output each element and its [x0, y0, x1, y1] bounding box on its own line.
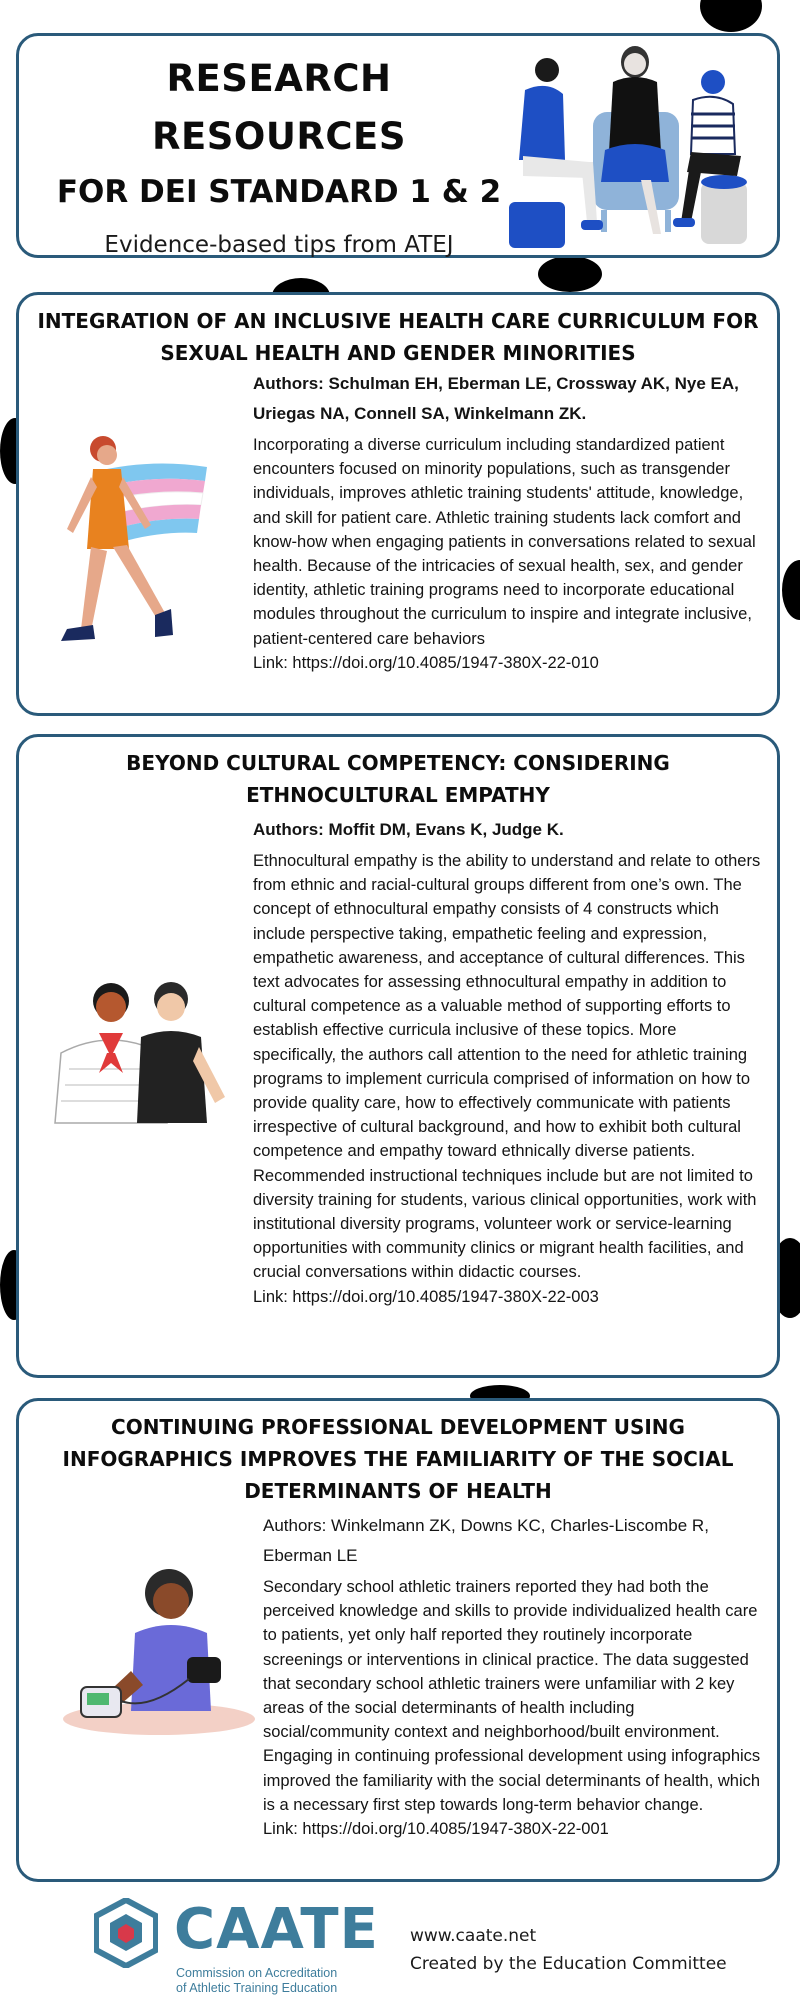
blood-pressure-check-illustration	[59, 1561, 259, 1741]
footer	[0, 1896, 800, 2000]
logo-subtitle	[176, 1966, 416, 1996]
header-title-line3: FOR DEI STANDARD 1 & 2	[56, 174, 502, 210]
article-summary: Incorporating a diverse curriculum including standardized patient encounters focused on minority populations, such as transgender individuals, improves athletic training students' attitude, knowledge, and skill for patient care. Athletic training students lack comfort and know-how when engaging patients in conversations related to sexual health. Because of the intricacies of sexual health, sex, and gender identity, athletic training programs need to incorporate educational modules throughout the curriculum to inspire and integrate inclusive, patient-centered care behaviors	[253, 436, 756, 648]
article-doi-link[interactable]: Link: https://doi.org/10.4085/1947-380X-22-001	[263, 1820, 609, 1839]
article-card	[16, 292, 780, 716]
logo-wordmark: CAATE	[174, 1897, 379, 1962]
article-authors: Authors: Moffit DM, Evans K, Judge K.	[253, 820, 564, 839]
article-card	[16, 734, 780, 1378]
group-conversation-illustration	[501, 42, 763, 252]
article-summary: Secondary school athletic trainers reported they had both the perceived knowledge and skills to provide individualized health care to patients, yet only half reported they routinely incorporate screenings or interventions in clinical practice. The data suggested that secondary school athletic trainers were unfamiliar with 2 key areas of the social determinants of health including social/community context and neighborhood/built environment. Engaging in continuing professional development using infographics improved the familiarity with the social determinants of health, which is a necessary first step towards long-term behavior change.	[263, 1578, 761, 1814]
article-body	[253, 815, 761, 1309]
footer-credit: Created by the Education Committee	[410, 1954, 727, 1974]
decorative-blob	[782, 560, 800, 620]
article-card	[16, 1398, 780, 1882]
header-titles	[29, 50, 529, 268]
article-title: BEYOND CULTURAL COMPETENCY: CONSIDERING ETHNOCULTURAL EMPATHY	[126, 751, 670, 807]
decorative-blob	[538, 256, 602, 292]
article-title: CONTINUING PROFESSIONAL DEVELOPMENT USING INFOGRAPHICS IMPROVES THE FAMILIARITY OF THE SOCIAL DETERMINANTS OF HEALTH	[62, 1415, 734, 1503]
logo-subtitle-line1: Commission on Accreditation	[176, 1966, 338, 1980]
footer-info	[410, 1922, 727, 1978]
decorative-blob	[700, 0, 762, 32]
header-card	[16, 33, 780, 258]
article-doi-link[interactable]: Link: https://doi.org/10.4085/1947-380X-22-003	[253, 1287, 599, 1306]
article-body	[253, 369, 761, 675]
walking-person-with-flag-illustration	[47, 429, 257, 669]
article-authors: Authors: Schulman EH, Eberman LE, Crossway AK, Nye EA, Uriegas NA, Connell SA, Winkelmann ZK.	[253, 374, 739, 423]
website-link[interactable]: www.caate.net	[410, 1926, 537, 1946]
article-body	[263, 1511, 761, 1841]
article-doi-link[interactable]: Link: https://doi.org/10.4085/1947-380X-22-010	[253, 653, 599, 672]
article-authors: Authors: Winkelmann ZK, Downs KC, Charles-Liscombe R, Eberman LE	[263, 1516, 709, 1565]
header-title-line1: RESEARCH	[166, 57, 392, 100]
article-summary: Ethnocultural empathy is the ability to understand and relate to others from ethnic and racial-cultural groups different from one’s own. The concept of ethnocultural empathy consists of 4 constructs which include perspective taking, empathetic feeling and expression, empathetic awareness, and acceptance of cultural differences. This text advocates for assessing ethnocultural empathy in addition to cultural competence as a valuable method of supporting efforts to establish effective curricula inclusive of these topics. More specifically, the authors call attention to the need for athletic training programs to implement curricula comprised of information on how to provide quality care, how to effectively communicate with patients irrespective of cultural background, and how to exhibit both cultural competence and empathy toward ethnically diverse patients. Recommended instructional techniques include but are not limited to diversity training for students, various clinical opportunities, work with institutional diversity programs, volunteer work or service-learning opportunities with community clinics or migrant health facilities, and crucial conversations within didactic courses.	[253, 852, 761, 1282]
two-people-illustration	[49, 977, 249, 1137]
article-title: INTEGRATION OF AN INCLUSIVE HEALTH CARE CURRICULUM FOR SEXUAL HEALTH AND GENDER MINORITIES	[37, 309, 759, 365]
header-subtitle: Evidence-based tips from ATEJ	[104, 232, 454, 258]
logo-subtitle-line2: of Athletic Training Education	[176, 1981, 338, 1995]
header-title-line2: RESOURCES	[152, 115, 406, 158]
caate-logo-icon	[94, 1898, 158, 1968]
